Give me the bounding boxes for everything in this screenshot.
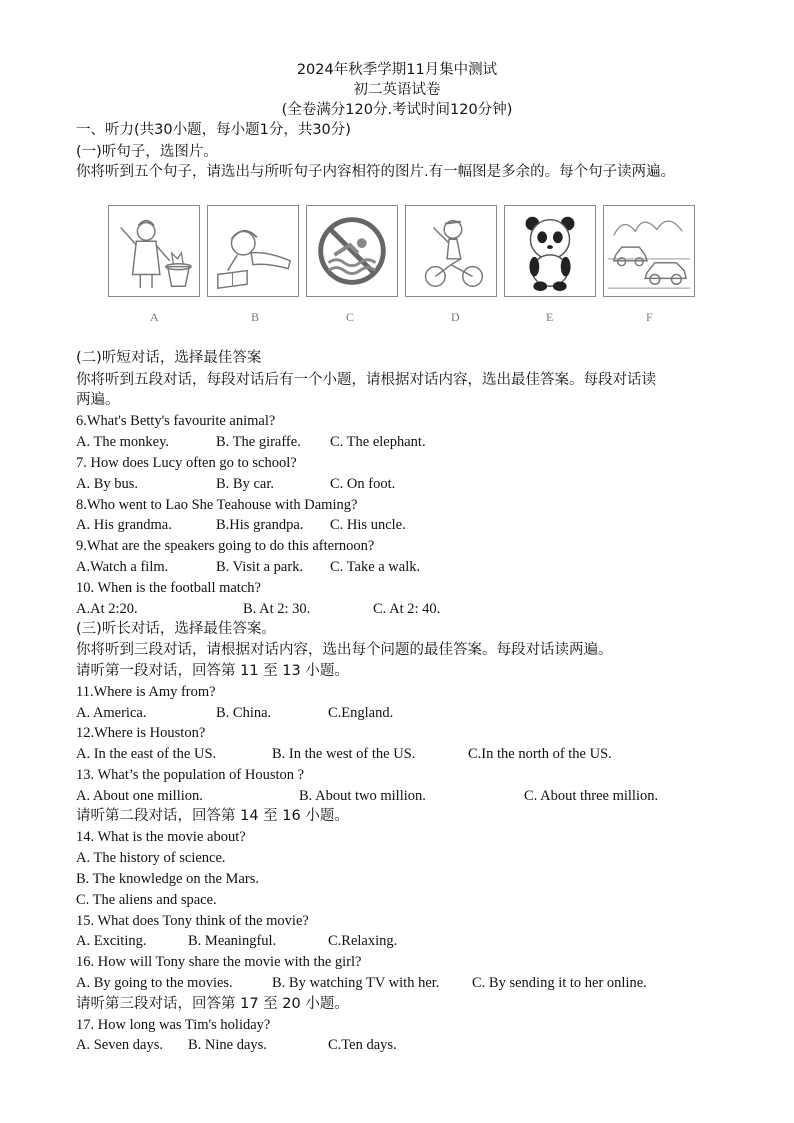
- exam-title: 2024年秋季学期11月集中测试: [296, 62, 498, 78]
- question-16: 16. How will Tony share the movie with the girl?: [76, 954, 362, 970]
- option-c: C. Take a walk.: [330, 559, 421, 575]
- dialog3-instructions: 请听第三段对话，回答第 17 至 20 小题。: [76, 996, 349, 1012]
- part3-instructions: 你将听到三段对话，请根据对话内容，选出每个问题的最佳答案。每段对话读两遍。: [76, 642, 613, 658]
- picture-label-f: F: [646, 310, 653, 324]
- option-b: B. The giraffe.: [216, 434, 301, 450]
- option-b: B. About two million.: [299, 788, 426, 804]
- option-a: A. America.: [76, 705, 147, 721]
- picture-label-b: B: [251, 310, 260, 324]
- option-b: B. Visit a park.: [216, 559, 304, 575]
- option-a: A. By bus.: [76, 476, 139, 492]
- cars-traffic-icon: [603, 205, 695, 297]
- picture-row: [108, 205, 694, 305]
- option-a: A. About one million.: [76, 788, 203, 804]
- option-a: A. His grandma.: [76, 517, 172, 533]
- part1-instructions: 你将听到五个句子，请选出与所听句子内容相符的图片.有一幅图是多余的。每个句子读两遍。: [76, 164, 676, 180]
- option-c: C. The elephant.: [330, 434, 426, 450]
- option-b: B. In the west of the US.: [272, 746, 416, 762]
- option-a: A. Exciting.: [76, 933, 147, 949]
- question-14: 14. What is the movie about?: [76, 829, 246, 845]
- option-c: C. At 2: 40.: [373, 601, 441, 617]
- option-c: C. His uncle.: [330, 517, 406, 533]
- option-a: A. Seven days.: [76, 1037, 163, 1053]
- boy-cycling-icon: [405, 205, 497, 297]
- part1-title: (一)听句子，选图片。: [76, 144, 218, 160]
- part2-instructions-cont: 两遍。: [76, 392, 120, 408]
- option-a: A.At 2:20.: [76, 601, 138, 617]
- part2-title: (二)听短对话，选择最佳答案: [76, 350, 262, 366]
- picture-label-c: C: [346, 310, 355, 324]
- exam-note: (全卷满分120分.考试时间120分钟): [281, 102, 513, 118]
- option-14a: A. The history of science.: [76, 850, 226, 866]
- option-b: B. By car.: [216, 476, 274, 492]
- dialog2-instructions: 请听第二段对话，回答第 14 至 16 小题。: [76, 808, 349, 824]
- no-swimming-icon: [306, 205, 398, 297]
- option-c: C. By sending it to her online.: [472, 975, 647, 991]
- option-b: B. By watching TV with her.: [272, 975, 440, 991]
- question-12: 12.Where is Houston?: [76, 725, 206, 741]
- option-b: B. China.: [216, 705, 272, 721]
- option-a: A. The monkey.: [76, 434, 170, 450]
- option-a: A.Watch a film.: [76, 559, 169, 575]
- section-heading: 一、听力(共30小题，每小题1分，共30分): [76, 122, 351, 138]
- option-b: B. Meaningful.: [188, 933, 277, 949]
- option-14b: B. The knowledge on the Mars.: [76, 871, 259, 887]
- question-9: 9.What are the speakers going to do this afternoon?: [76, 538, 375, 554]
- option-c: C.Relaxing.: [328, 933, 398, 949]
- question-15: 15. What does Tony think of the movie?: [76, 913, 309, 929]
- option-b: B.His grandpa.: [216, 517, 304, 533]
- picture-label-a: A: [150, 310, 159, 324]
- exam-subtitle: 初二英语试卷: [353, 82, 441, 98]
- girl-reading-icon: [207, 205, 299, 297]
- question-10: 10. When is the football match?: [76, 580, 261, 596]
- question-8: 8.Who went to Lao She Teahouse with Daming?: [76, 497, 358, 513]
- question-17: 17. How long was Tim's holiday?: [76, 1017, 271, 1033]
- question-7: 7. How does Lucy often go to school?: [76, 455, 297, 471]
- option-c: C.In the north of the US.: [468, 746, 612, 762]
- option-c: C. On foot.: [330, 476, 396, 492]
- question-13: 13. What’s the population of Houston ?: [76, 767, 305, 783]
- question-11: 11.Where is Amy from?: [76, 684, 216, 700]
- magician-icon: [108, 205, 200, 297]
- option-c: C.England.: [328, 705, 394, 721]
- picture-label-d: D: [451, 310, 460, 324]
- option-a: A. In the east of the US.: [76, 746, 217, 762]
- part3-title: (三)听长对话，选择最佳答案。: [76, 621, 276, 637]
- option-14c: C. The aliens and space.: [76, 892, 217, 908]
- option-b: B. At 2: 30.: [243, 601, 311, 617]
- part2-instructions: 你将听到五段对话，每段对话后有一个小题，请根据对话内容，选出最佳答案。每段对话读: [76, 372, 656, 388]
- option-c: C. About three million.: [524, 788, 659, 804]
- picture-label-e: E: [546, 310, 554, 324]
- option-a: A. By going to the movies.: [76, 975, 233, 991]
- question-6: 6.What's Betty's favourite animal?: [76, 413, 276, 429]
- panda-icon: [504, 205, 596, 297]
- option-c: C.Ten days.: [328, 1037, 397, 1053]
- option-b: B. Nine days.: [188, 1037, 267, 1053]
- dialog1-instructions: 请听第一段对话，回答第 11 至 13 小题。: [76, 663, 349, 679]
